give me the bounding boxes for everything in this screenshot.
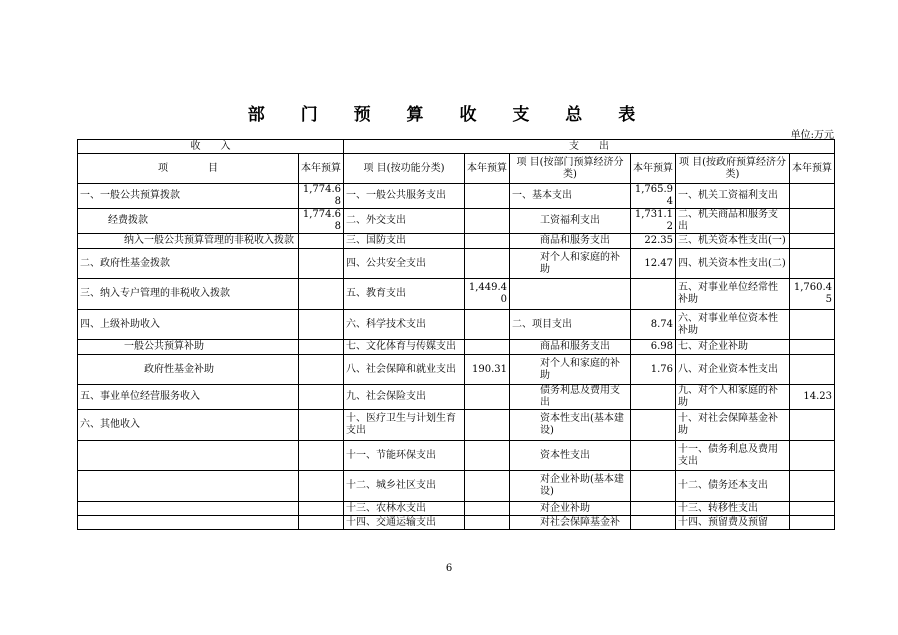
- income-value-cell: [299, 471, 344, 502]
- dept-item-cell: 资本性支出: [510, 441, 631, 471]
- gov-value-cell: [790, 184, 835, 209]
- func-item-cell: 十、医疗卫生与计划生育支出: [344, 410, 465, 441]
- gov-item-cell: 五、对事业单位经常性补助: [676, 279, 790, 310]
- dept-item-cell: [510, 279, 631, 310]
- income-item-cell: [78, 516, 299, 530]
- gov-value-cell: 1,760.45: [790, 279, 835, 310]
- dept-value-cell: 1.76: [631, 355, 676, 385]
- table-row: [78, 385, 835, 410]
- expense-header: 支 出: [344, 140, 835, 154]
- income-value-cell: [299, 249, 344, 279]
- budget-summary-table: [77, 139, 835, 530]
- gov-item-cell: 七、对企业补助: [676, 340, 790, 355]
- gov-value-cell: [790, 249, 835, 279]
- dept-item-cell: 商品和服务支出: [510, 234, 631, 249]
- gov-value-cell: [790, 471, 835, 502]
- func-item-cell: 十二、城乡社区支出: [344, 471, 465, 502]
- income-value-cell: 1,774.68: [299, 209, 344, 234]
- gov-budget-header: 本年预算: [790, 154, 835, 184]
- gov-item-cell: 九、对个人和家庭的补助: [676, 385, 790, 410]
- func-value-cell: [465, 441, 510, 471]
- income-item-cell: 一、一般公共预算拨款: [78, 184, 299, 209]
- dept-item-cell: 对个人和家庭的补助: [510, 355, 631, 385]
- income-value-cell: [299, 340, 344, 355]
- gov-value-cell: [790, 209, 835, 234]
- func-item-cell: 九、社会保险支出: [344, 385, 465, 410]
- func-value-cell: [465, 209, 510, 234]
- table-row: [78, 310, 835, 340]
- gov-item-cell: 六、对事业单位资本性补助: [676, 310, 790, 340]
- income-value-cell: [299, 502, 344, 516]
- gov-item-cell: 八、对企业资本性支出: [676, 355, 790, 385]
- dept-value-cell: 8.74: [631, 310, 676, 340]
- income-item-cell: 一般公共预算补助: [78, 340, 299, 355]
- gov-item-cell: 十三、转移性支出: [676, 502, 790, 516]
- dept-item-cell: 对企业补助: [510, 502, 631, 516]
- table-row: [78, 234, 835, 249]
- func-item-cell: 十三、农林水支出: [344, 502, 465, 516]
- func-item-cell: 十四、交通运输支出: [344, 516, 465, 530]
- gov-value-cell: [790, 234, 835, 249]
- gov-item-cell: 十四、预留费及预留: [676, 516, 790, 530]
- func-value-cell: [465, 310, 510, 340]
- table-row: [78, 184, 835, 209]
- income-value-cell: [299, 441, 344, 471]
- func-value-cell: [465, 385, 510, 410]
- table-row: [78, 471, 835, 502]
- dept-value-cell: 22.35: [631, 234, 676, 249]
- dept-item-cell: 资本性支出(基本建设): [510, 410, 631, 441]
- dept-item-header: 项 目(按部门预算经济分类): [510, 154, 631, 184]
- gov-item-cell: 十二、债务还本支出: [676, 471, 790, 502]
- func-budget-header: 本年预算: [465, 154, 510, 184]
- func-value-cell: [465, 516, 510, 530]
- dept-value-cell: 1,731.12: [631, 209, 676, 234]
- func-item-cell: 一、一般公共服务支出: [344, 184, 465, 209]
- func-item-cell: 二、外交支出: [344, 209, 465, 234]
- func-item-cell: 七、文化体育与传媒支出: [344, 340, 465, 355]
- page-number: 6: [445, 563, 453, 574]
- gov-value-cell: [790, 340, 835, 355]
- gov-item-header: 项 目(按政府预算经济分类): [676, 154, 790, 184]
- gov-value-cell: [790, 310, 835, 340]
- func-value-cell: 1,449.40: [465, 279, 510, 310]
- table-row: [78, 340, 835, 355]
- dept-value-cell: [631, 279, 676, 310]
- dept-item-cell: 工资福利支出: [510, 209, 631, 234]
- func-item-cell: 四、公共安全支出: [344, 249, 465, 279]
- dept-budget-header: 本年预算: [631, 154, 676, 184]
- income-item-cell: [78, 441, 299, 471]
- func-item-cell: 十一、节能环保支出: [344, 441, 465, 471]
- func-value-cell: [465, 184, 510, 209]
- gov-item-cell: 三、机关资本性支出(一): [676, 234, 790, 249]
- income-value-cell: [299, 516, 344, 530]
- income-item-cell: 三、纳入专户管理的非税收入拨款: [78, 279, 299, 310]
- dept-item-cell: 商品和服务支出: [510, 340, 631, 355]
- income-value-cell: [299, 234, 344, 249]
- gov-item-cell: 十一、债务利息及费用支出: [676, 441, 790, 471]
- unit-label: 单位:万元: [790, 130, 834, 141]
- func-value-cell: [465, 502, 510, 516]
- income-item-cell: 五、事业单位经营服务收入: [78, 385, 299, 410]
- gov-value-cell: [790, 516, 835, 530]
- dept-value-cell: [631, 410, 676, 441]
- func-value-cell: [465, 340, 510, 355]
- page-title: 部 门 预 算 收 支 总 表: [247, 105, 651, 125]
- func-value-cell: [465, 249, 510, 279]
- func-value-cell: 190.31: [465, 355, 510, 385]
- income-item-header: 项 目: [78, 154, 299, 184]
- dept-value-cell: 1,765.94: [631, 184, 676, 209]
- func-value-cell: [465, 471, 510, 502]
- income-item-cell: 四、上级补助收入: [78, 310, 299, 340]
- func-value-cell: [465, 410, 510, 441]
- dept-item-cell: 二、项目支出: [510, 310, 631, 340]
- gov-value-cell: [790, 355, 835, 385]
- func-item-cell: 三、国防支出: [344, 234, 465, 249]
- gov-item-cell: 四、机关资本性支出(二): [676, 249, 790, 279]
- gov-value-cell: [790, 410, 835, 441]
- dept-item-cell: 对个人和家庭的补助: [510, 249, 631, 279]
- income-item-cell: 二、政府性基金拨款: [78, 249, 299, 279]
- dept-item-cell: 对企业补助(基本建设): [510, 471, 631, 502]
- income-value-cell: [299, 410, 344, 441]
- income-value-cell: [299, 279, 344, 310]
- table-row: [78, 516, 835, 530]
- table-row: [78, 441, 835, 471]
- table-row: [78, 249, 835, 279]
- gov-value-cell: [790, 441, 835, 471]
- table-row: [78, 410, 835, 441]
- income-header: 收 入: [78, 140, 344, 154]
- func-item-cell: 八、社会保障和就业支出: [344, 355, 465, 385]
- func-item-cell: 六、科学技术支出: [344, 310, 465, 340]
- gov-value-cell: [790, 502, 835, 516]
- table-row: [78, 279, 835, 310]
- income-value-cell: [299, 355, 344, 385]
- dept-value-cell: [631, 441, 676, 471]
- gov-item-cell: 二、机关商品和服务支出: [676, 209, 790, 234]
- income-item-cell: 经费拨款: [78, 209, 299, 234]
- income-value-cell: [299, 385, 344, 410]
- dept-value-cell: 12.47: [631, 249, 676, 279]
- dept-item-cell: 一、基本支出: [510, 184, 631, 209]
- table-row: [78, 355, 835, 385]
- income-item-cell: 纳入一般公共预算管理的非税收入拨款: [78, 234, 299, 249]
- income-value-cell: 1,774.68: [299, 184, 344, 209]
- dept-value-cell: [631, 385, 676, 410]
- dept-item-cell: 债务利息及费用支出: [510, 385, 631, 410]
- income-item-cell: [78, 471, 299, 502]
- income-budget-header: 本年预算: [299, 154, 344, 184]
- table-row: [78, 502, 835, 516]
- func-item-header: 项 目(按功能分类): [344, 154, 465, 184]
- gov-item-cell: 十、对社会保障基金补助: [676, 410, 790, 441]
- dept-value-cell: [631, 502, 676, 516]
- dept-value-cell: [631, 471, 676, 502]
- func-item-cell: 五、教育支出: [344, 279, 465, 310]
- table-row: [78, 209, 835, 234]
- dept-value-cell: 6.98: [631, 340, 676, 355]
- income-value-cell: [299, 310, 344, 340]
- income-item-cell: [78, 502, 299, 516]
- dept-value-cell: [631, 516, 676, 530]
- gov-value-cell: 14.23: [790, 385, 835, 410]
- gov-item-cell: 一、机关工资福利支出: [676, 184, 790, 209]
- income-item-cell: 政府性基金补助: [78, 355, 299, 385]
- func-value-cell: [465, 234, 510, 249]
- dept-item-cell: 对社会保障基金补: [510, 516, 631, 530]
- income-item-cell: 六、其他收入: [78, 410, 299, 441]
